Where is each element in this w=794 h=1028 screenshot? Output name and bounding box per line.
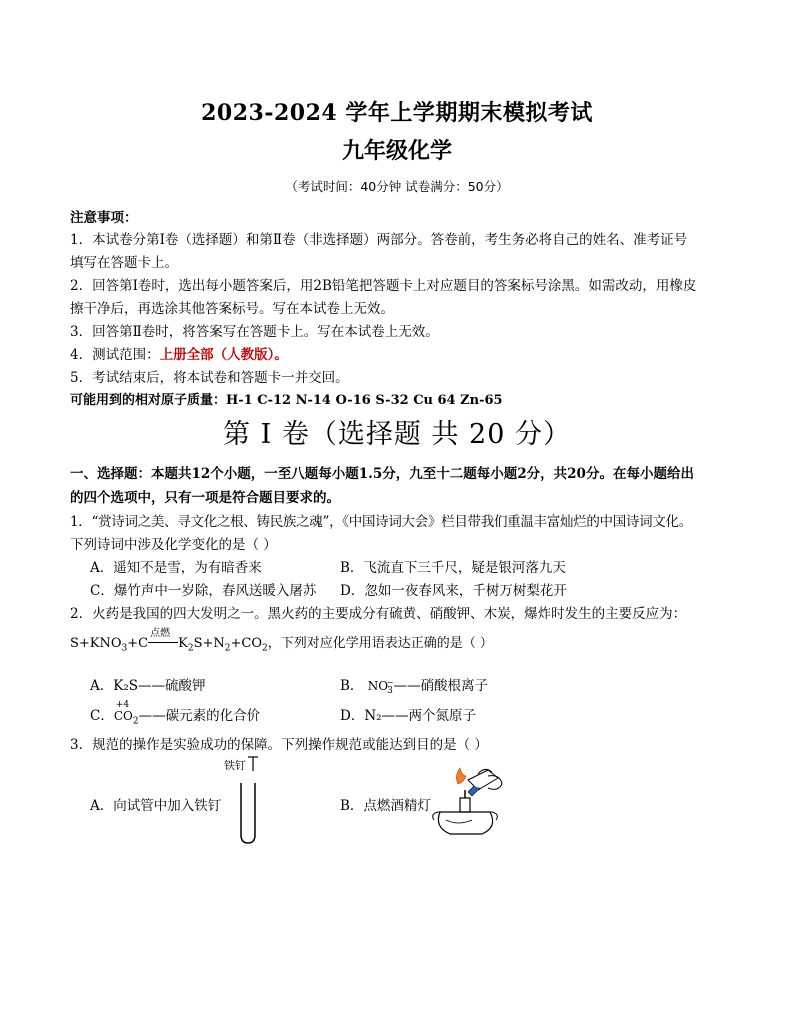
q2-option-c — [90, 700, 261, 727]
exam-title: 2023-2024 学年上学期期末模拟考试 — [201, 100, 593, 126]
note-2a: 2．回答第Ⅰ卷时，选出每小题答案后，用2B铅笔把答题卡上对应题目的答案标号涂黑。如需改动，用橡皮 — [70, 278, 697, 294]
note-1a: 1．本试卷分第Ⅰ卷（选择题）和第Ⅱ卷（非选择题）两部分。答卷前，考生务必将自己的姓名、准考证号 — [70, 232, 688, 248]
atomic-masses: 可能用到的相对原子质量：H-1 C-12 N-14 O-16 S-32 Cu 64 Zn-65 — [70, 393, 503, 408]
q2-option-c-label: C． — [90, 708, 114, 724]
test-tube-nail-figure — [236, 755, 266, 845]
valence-mark: +4 — [115, 700, 130, 710]
nitrate-ion-formula: $NO_3^-$ — [367, 678, 394, 697]
q3-stem: 3．规范的操作是实验成功的保障。下列操作规范或能达到目的是（ ） — [70, 737, 488, 753]
eq-products: $K_2S+N_2+CO_2$ — [178, 636, 268, 654]
eq-arrow — [148, 628, 178, 651]
section-title: 第 I 卷（选择题 共 20 分） — [223, 419, 571, 450]
eq-condition: 点燃 — [150, 628, 171, 639]
eq-reactants: $S+KNO_3+C$ — [70, 636, 149, 654]
q1-stem-a: 1．“赏诗词之美、寻文化之根、铸民族之魂”，《中国诗词大会》栏目带我们重温丰富灿烂的中国诗词文化。 — [70, 514, 692, 530]
q2-question: ，下列对应化学用语表达正确的是（ ） — [267, 636, 493, 651]
exam-info: （考试时间：40分钟 试卷满分：50分） — [285, 179, 509, 194]
exam-subtitle: 九年级化学 — [341, 138, 452, 164]
notes-heading: 注意事项： — [70, 210, 138, 226]
q1-stem-b: 下列诗词中涉及化学变化的是（ ） — [70, 537, 277, 553]
q3-option-a: A．向试管中加入铁钉 — [90, 798, 222, 814]
note-1b: 填写在答题卡上。 — [70, 255, 178, 271]
note-2b: 擦干净后，再选涂其他答案标号。写在本试卷上无效。 — [70, 301, 394, 317]
q3-option-b: B．点燃酒精灯 — [340, 798, 431, 814]
q2-option-d: D．N₂——两个氮原子 — [340, 708, 477, 724]
co2-valence-formula: +4 $CO_2$ — [113, 700, 139, 727]
q2-option-b — [340, 674, 488, 696]
test-range: 上册全部（人教版）。 — [159, 347, 288, 363]
eq-line — [148, 642, 178, 643]
q2-option-a: A．K₂S——硫酸钾 — [90, 678, 206, 694]
q1-option-c: C．爆竹声中一岁除，春风送暖入屠苏 — [90, 583, 317, 599]
reaction-equation — [70, 628, 493, 654]
q1-option-a: A．遥知不是雪，为有暗香来 — [90, 560, 262, 576]
q2-option-b-text: ——硝酸根离子 — [393, 678, 488, 694]
nail-label: 铁钉 — [224, 759, 246, 772]
q2-option-b-label: B． — [340, 678, 364, 694]
part1-intro-b: 的四个选项中，只有一项是符合题目要求的。 — [70, 490, 340, 506]
note-3: 3．回答第Ⅱ卷时，将答案写在答题卡上。写在本试卷上无效。 — [70, 324, 439, 340]
alcohol-lamp-figure — [428, 762, 508, 840]
note-4-prefix: 4．测试范围： — [70, 347, 160, 363]
q2-stem: 2．火药是我国的四大发明之一。黑火药的主要成分有硫黄、硝酸钾、木炭，爆炸时发生的主要反应为： — [70, 606, 687, 622]
q1-option-b: B．飞流直下三千尺，疑是银河落九天 — [340, 560, 566, 576]
q2-option-c-text: ——碳元素的化合价 — [138, 708, 261, 724]
q1-option-d: D．忽如一夜春风来，千树万树梨花开 — [340, 583, 567, 599]
note-5: 5．考试结束后，将本试卷和答题卡一并交回。 — [70, 370, 349, 386]
note-4 — [70, 343, 288, 363]
part1-intro-a: 一、选择题：本题共12个小题，一至八题每小题1.5分，九至十二题每小题2分，共20分。在每小题给出 — [70, 466, 694, 482]
